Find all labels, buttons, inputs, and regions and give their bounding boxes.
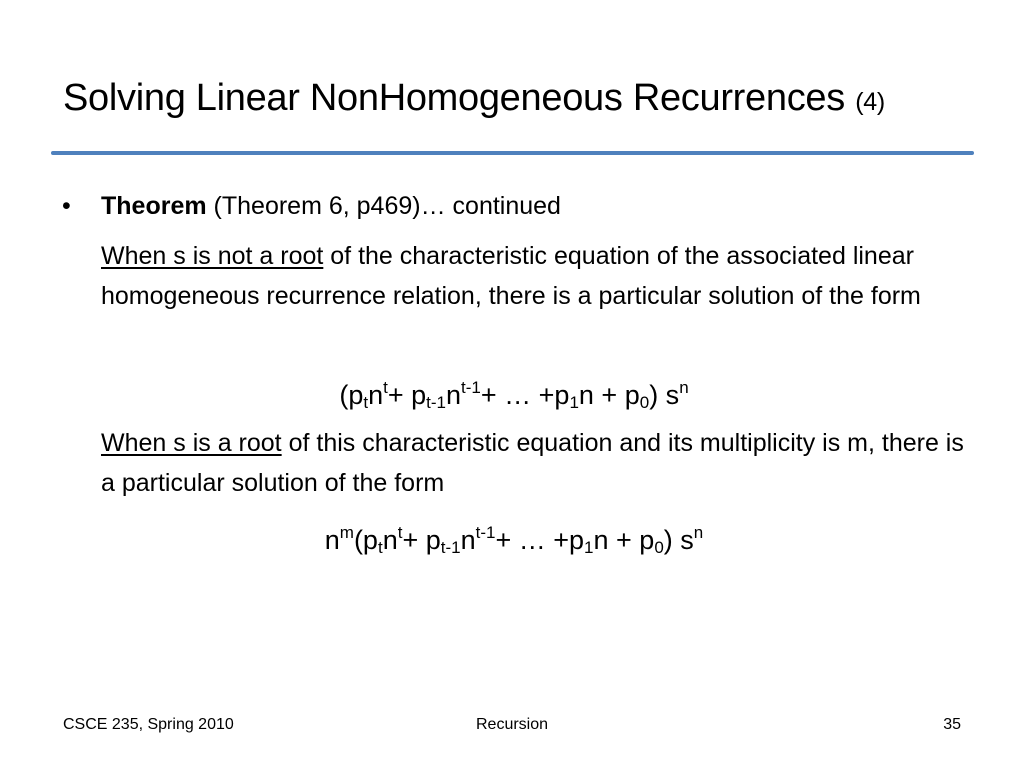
title-main: Solving Linear NonHomogeneous Recurrences <box>63 77 845 119</box>
theorem-label: Theorem <box>101 192 207 220</box>
formula-not-root: ($p_tn^t+ p_{t-1}n^{t-1}+$ … $+p_1n + p_0$) $s^n$ <box>339 378 689 412</box>
footer-topic: Recursion <box>475 716 549 733</box>
footer-course: CSCE 235, Spring 2010 <box>63 716 234 733</box>
title-divider <box>51 151 974 155</box>
condition-not-root: When s is not a root <box>101 242 324 270</box>
paragraph-is-root-text: of this characteristic equation and its multiplicity is m, there is a particular solution of the form <box>101 429 964 497</box>
slide-title <box>63 70 983 130</box>
theorem-heading <box>101 186 971 226</box>
footer-slide-number: 35 <box>943 716 961 733</box>
condition-is-root: When s is a root <box>101 429 282 457</box>
paragraph-not-root-text: of the characteristic equation of the associated linear homogeneous recurrence relation, there is a particular solution of the form <box>101 242 921 310</box>
paragraph-is-root <box>101 423 971 503</box>
paragraph-not-root <box>101 236 971 316</box>
bullet-icon: • <box>62 192 71 220</box>
title-suffix: (4) <box>855 88 885 116</box>
formula-is-root: $n^m(p_tn^t+ p_{t-1}n^{t-1}+$ … $+p_1n + p_0$) $s^n$ <box>324 523 704 557</box>
theorem-reference: (Theorem 6, p469)… continued <box>213 192 561 220</box>
